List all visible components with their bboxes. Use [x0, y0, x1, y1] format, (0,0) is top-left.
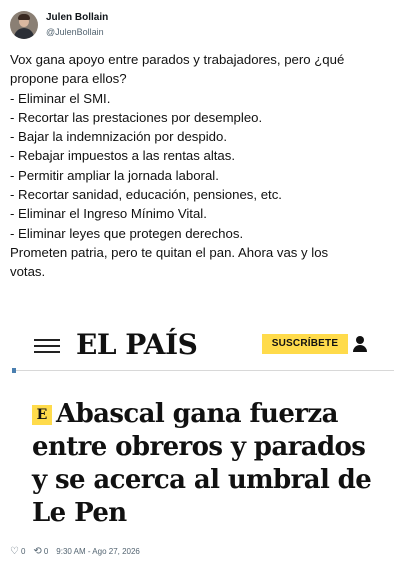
elpais-logo: EL PAÍS: [76, 328, 198, 361]
tweet-line: - Permitir ampliar la jornada laboral.: [10, 167, 219, 183]
tweet-line: - Recortar sanidad, educación, pensiones, etc.: [10, 187, 282, 203]
tweet-line: propone para ellos?: [10, 71, 127, 87]
timestamp[interactable]: 9:30 AM - Ago 27, 2026: [56, 546, 140, 556]
exclusive-badge-icon: E: [32, 405, 52, 425]
like-count: 0: [20, 546, 26, 556]
menu-icon: [34, 339, 60, 353]
tweet-line: - Eliminar leyes que protegen derechos.: [10, 225, 244, 241]
tweet-line: - Eliminar el Ingreso Mínimo Vital.: [10, 206, 207, 222]
elpais-nav: [12, 322, 394, 370]
article-headline: [32, 398, 388, 530]
tweet-line: - Rebajar impuestos a las rentas altas.: [10, 148, 236, 164]
article-screenshot: [12, 322, 394, 530]
tweet-line: Vox gana apoyo entre parados y trabajadores, pero ¿qué: [10, 52, 345, 67]
tweet-line: - Recortar las prestaciones por desempleo.: [10, 109, 263, 125]
avatar[interactable]: [10, 11, 38, 39]
tweet-line: - Eliminar el SMI.: [10, 90, 111, 106]
author-name[interactable]: Julen Bollain: [46, 12, 109, 23]
headline-text: Abascal gana fuerza entre obreros y parados y se acerca al umbral de Le Pen: [32, 399, 372, 528]
retweet-icon[interactable]: ⟲: [33, 545, 42, 557]
tweet-footer: [10, 544, 140, 558]
retweet-count: 0: [43, 546, 49, 556]
subscribe-button: SUSCRÍBETE: [262, 334, 348, 354]
user-icon: [352, 336, 368, 352]
tweet-line: Prometen patria, pero te quitan el pan. Ahora vas y los: [10, 244, 329, 260]
tweet-line: - Bajar la indemnización por despido.: [10, 129, 227, 145]
divider-accent: [12, 368, 16, 373]
author-info: [46, 11, 108, 39]
heart-icon[interactable]: ♡: [10, 545, 19, 557]
tweet-line: votas.: [10, 264, 46, 280]
tweet-text: [10, 50, 394, 282]
nav-divider: [12, 370, 394, 371]
tweet-header: [10, 8, 108, 42]
author-handle[interactable]: @JulenBollain: [46, 27, 104, 37]
